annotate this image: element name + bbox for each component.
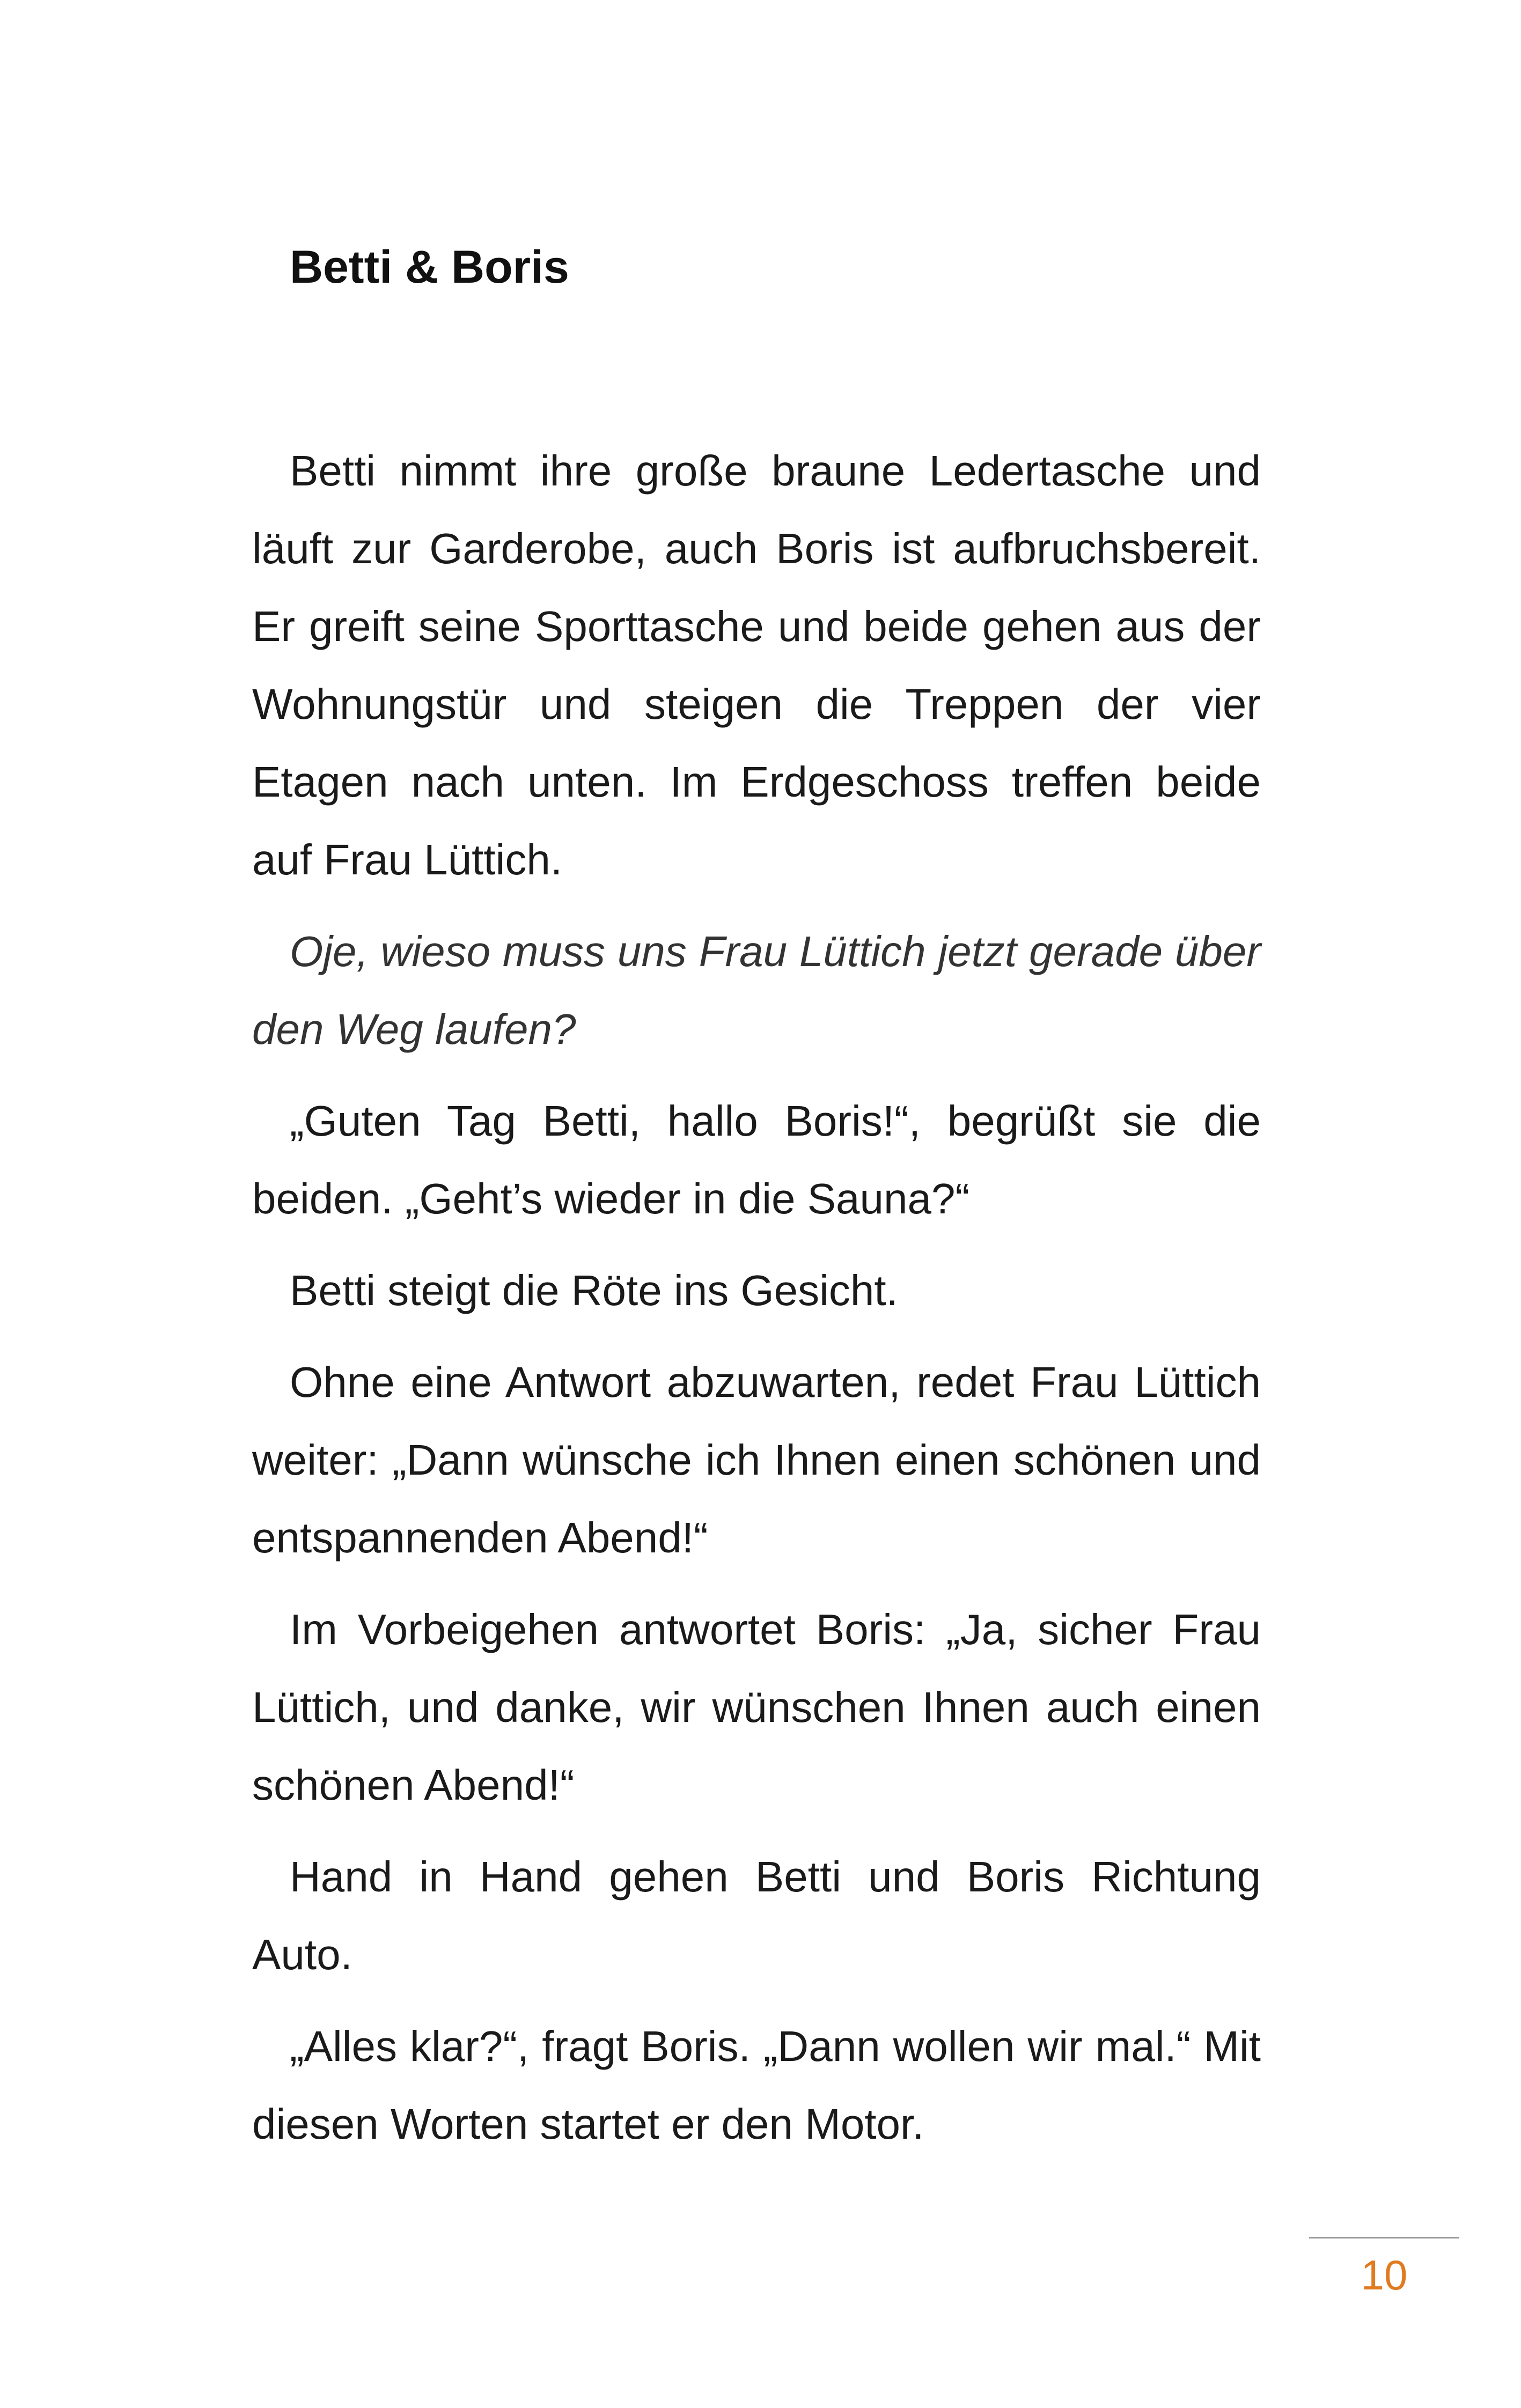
paragraph: Betti steigt die Röte ins Gesicht. (290, 1266, 898, 1314)
paragraph: Betti nimmt ihre große braune Ledertasche und läuft zur Garderobe, auch Boris ist aufbruchsbereit. Er greift seine Sporttasche und beide gehen aus der Wohnungstür und steigen die Treppen der vier Etagen nach unten. Im Erdgeschoss treffen beide auf Frau Lüttich. (252, 447, 1261, 883)
paragraph: „Guten Tag Betti, hallo Boris!“, begrüßt sie die beiden. „Geht’s wieder in die Sauna?“ (252, 1097, 1261, 1223)
paragraph: Ohne eine Antwort abzuwarten, redet Frau Lüttich weiter: „Dann wünsche ich Ihnen einen schönen und entspannenden Abend!“ (252, 1358, 1261, 1562)
paragraph: Hand in Hand gehen Betti und Boris Richtung Auto. (252, 1853, 1261, 1978)
page-number: 10 (1361, 2251, 1408, 2299)
chapter-body (252, 432, 1261, 2177)
paragraph: Im Vorbeigehen antwortet Boris: „Ja, sicher Frau Lüttich, und danke, wir wünschen Ihnen auch einen schönen Abend!“ (252, 1606, 1261, 1809)
chapter-title: Betti & Boris (290, 241, 569, 293)
paragraph: „Alles klar?“, fragt Boris. „Dann wollen wir mal.“ Mit diesen Worten startet er den Motor. (252, 2022, 1261, 2148)
footer-divider (1309, 2237, 1459, 2238)
thought-paragraph: Oje, wieso muss uns Frau Lüttich jetzt gerade über den Weg laufen? (252, 927, 1261, 1053)
